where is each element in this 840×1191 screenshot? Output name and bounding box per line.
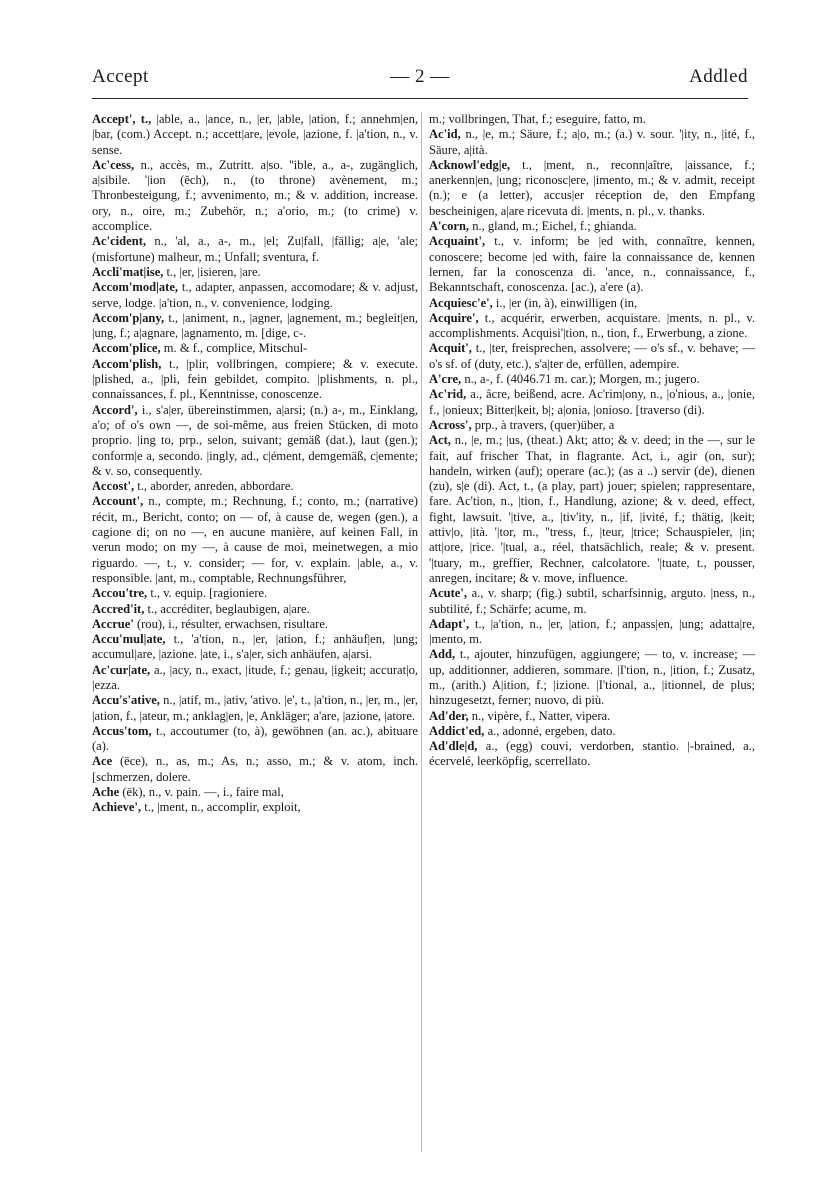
definition-text: n., 'al, a., a-, m., |el; Zu|fall, |fällig; a|e, 'ale; (misfortune) malheur, m.; Unfall; sventura, f. [92,234,418,264]
definition-text: t., |plir, vollbringen, compiere; & v. execute. |plished, a., |pli, fein gebildet, compito. |plishments, n. pl., connaissances, f. pl., Kenntnisse, conoscenze. [92,356,418,402]
dictionary-entry [429,372,755,387]
headword: Accord', [92,402,142,417]
definition-text: t., |ment, n., accomplir, exploit, [144,800,301,815]
definition-text: t., |ment, n., reconn|aître, |aissance, f.; anerkenn|en, |ung; riconosc|ere, |imento, m.; & v. admit, receipt (n.); e (a letter), accus|er réception de, den Empfang bescheinigen, a|are ricevuta di. |ments, n. pl., v. thanks. [429,157,755,218]
headword: Acquit', [429,341,476,356]
definition-text: m.; vollbringen, That, f.; eseguire, fatto, m. [429,112,646,126]
headword: Adapt', [429,616,475,631]
definition-text: a., v. sharp; (fig.) subtil, scharfsinnig, arguto. |ness, n., subtilité, f.; Schärfe; acume, m. [429,586,755,616]
headword: Ac'id, [429,127,466,142]
headword: Ac'cess, [92,157,141,172]
definition-text: (ēk), n., v. pain. —, i., faire mal, [122,785,284,800]
definition-text: t., aborder, anreden, abbordare. [137,479,294,494]
headword: Addict'ed, [429,723,488,738]
dictionary-entry [429,296,755,311]
definition-text: n., |e, m.; Säure, f.; a|o, m.; (a.) v. sour. '|ity, n., |ité, f., Säure, a|ità. [429,127,755,157]
definition-text: t., v. equip. [ragioniere. [150,586,268,601]
definition-text: n., vipère, f., Natter, vipera. [471,708,611,723]
definition-text: n., compte, m.; Rechnung, f.; conto, m.; (narrative) récit, m., Bericht, conto; on — of, à cause de, wegen (gen.), a cagione di; on no —, en aucune manière, auf keinen Fall, in verun modo; on my —, à cause de moi, meinetwegen, a mio riguardo. —, t., v. consider; — for, v. explain. |able, a., v. responsible. |ant, m., comptable, Rechnungsführer, [92,494,418,585]
definition-text: t., ajouter, hinzufügen, aggiungere; — to, v. increase; — up, additionner, addieren, sommare. |I'tion, n., |ition, f.; Zusatz, m., (arith.) A|ition, f.; |izione. |I'tional, a., |itionnel, de plus; hinzugesetzt, ferner; nuovo, di più. [429,647,756,708]
definition-text: a., âcre, beißend, acre. Ac'rim|ony, n., |o'nious, a., |onie, f., |onieux; Bitter|keit, b|; a|onia, |onioso. [traverso (di). [429,387,755,417]
dictionary-entry [92,234,418,265]
headword: Ac'rid, [429,387,471,402]
dictionary-entry [429,586,755,617]
headword: Account', [92,494,149,509]
headword: Accom'plice, [92,341,164,356]
dictionary-entry [92,403,418,479]
definition-text: n., a-, f. (4046.71 m. car.); Morgen, m.; jugero. [464,372,700,387]
definition-text: n., accès, m., Zutritt. a|so. ''ible, a., a-, zugänglich, a|sibile. '|ion (ěch), n., (to throne) avènement, m.; Thronbesteigung, f.; avvenimento, m.; & v. addition, increase. ory, n., oire, m.; Zubehör, n.; a'orio, m.; (to crime) v. accomplice. [92,157,419,234]
headword: Accus'tom, [92,723,157,738]
dictionary-entry [92,617,418,632]
headword: Accept', t., [92,112,157,126]
definition-text: t., |er, |isieren, |are. [166,264,261,279]
headword: A'cre, [429,372,465,387]
headword: Accu's'ative, [92,693,164,708]
header-last-word: Addled [689,66,748,87]
dictionary-entry [92,632,418,663]
headword: Acknowl'edg|e, [429,157,523,172]
headword: Act, [429,433,455,448]
definition-text: (ēce), n., as, m.; As, n.; asso, m.; & v. atom, inch. [schmerzen, dolere. [92,754,418,784]
definition-text: a., adonné, ergeben, dato. [487,723,616,738]
headword: Ace [92,754,120,769]
dictionary-entry [429,234,755,295]
dictionary-entry [429,311,755,342]
definition-text: i., |er (in, à), einwilligen (in, [495,295,638,310]
headword: A'corn, [429,219,473,234]
definition-text: t., |a'tion, n., |er, |ation, f.; anpass|en, |ung; adatta|re, |mento, m. [429,616,756,647]
headword: Acquaint', [429,234,495,249]
definition-text: t., |animent, n., |agner, |agnement, m.; begleit|en, |ung, f.; a|agnare, |agnamento, m. [dige, c-. [92,310,418,341]
headword: Acquire', [429,310,485,325]
dictionary-entry [429,647,755,708]
headword: Acute', [429,586,472,601]
definition-text: m. & f., complice, Mitschul- [163,341,308,356]
dictionary-entry [429,418,755,433]
headword: Achieve', [92,800,145,815]
dictionary-entry [92,357,418,403]
dictionary-entry [429,739,755,770]
dictionary-entry [92,602,418,617]
headword: Accou'tre, [92,586,151,601]
dictionary-entry [92,693,418,724]
dictionary-entry [429,387,755,418]
dictionary-entry [92,265,418,280]
dictionary-entry [429,158,755,219]
headword: Acquiesc'e', [429,295,496,310]
dictionary-entry [92,280,418,311]
headword: Accom'plish, [92,356,169,371]
headword: Accu'mul|ate, [92,632,174,647]
dictionary-entry [92,663,418,694]
dictionary-entry [429,617,755,648]
header-first-word: Accept [92,66,149,87]
dictionary-entry [92,479,418,494]
dictionary-entry [92,494,418,586]
right-column [429,112,755,770]
definition-text: t., accréditer, beglaubigen, a|are. [147,601,310,616]
definition-text: i., s'a|er, übereinstimmen, a|arsi; (n.) a-, m., Einklang, a'o; of o's own —, de soi-même, aus freien Stücken, di moto proprio. |ing to, prp., selon, suivant; gemäß (dat.), laut (gen.); conform|e a, secondo. |ingly, ad., c|ément, demgemäß, c|emente; & v. so, consequently. [92,402,418,478]
dictionary-entry [429,341,755,372]
dictionary-entry [429,709,755,724]
header-rule [92,98,748,99]
dictionary-entry [92,112,418,158]
definition-text: t., acquérir, erwerben, acquistare. |ments, n. pl., v. accomplishments. Acquisi'|tion, n., tion, f., Erwerbung, a zione. [429,310,756,341]
dictionary-entry [92,785,418,800]
dictionary-entry [92,754,418,785]
dictionary-entry [429,724,755,739]
dictionary-entry [429,112,755,127]
definition-text: (rou), i., résulter, erwachsen, risultare. [136,616,329,631]
column-divider [421,112,422,1152]
dictionary-entry [92,311,418,342]
headword: Ad'der, [429,708,472,723]
headword: Accom'mod|ate, [92,280,182,295]
dictionary-entry [429,433,755,586]
dictionary-entry [92,724,418,755]
definition-text: a., (egg) couvi, verdorben, stantio. |-brained, a., écervelé, leerköpfig, scerrellato. [429,739,756,769]
headword: Ac'cur|ate, [92,662,154,677]
definition-text: n., gland, m.; Eichel, f.; ghianda. [472,219,637,234]
definition-text: t., 'a'tion, n., |er, |ation, f.; anhäuf|en, |ung; accumul|are, |azione. |ate, i., s'a|er, sich anhäufen, a|arsi. [92,632,418,662]
running-header [92,66,748,92]
definition-text: t., v. inform; be |ed with, connaître, kennen, conoscere; become |ed with, faire la connaissance de, kennen lernen, far la conoscenza di. 'ance, n., connaissance, f., Bekanntschaft, conoscenza. [ac.), a'ere (a). [429,234,755,295]
headword: Accrue' [92,616,137,631]
headword: Ache [92,785,123,800]
definition-text: n., |e, m.; |us, (theat.) Akt; atto; & v. deed; in the —, sur le fait, auf frischer That, in flagrante. Act, i., agir (on, sur); handeln, wirken (auf); operare (ac.); (as a ..) servir (de), dienen (zu), s|e (di). Act, t., (a play, part) jouer; spielen; rappresentare, fare. Ac'tion, n., |tion, f., Handlung, azione; & v. deed, effect, fight, lawsuit. '|tive, a., |tiv'ity, n., |if, |ivité, f.; thätig, |keit; attiv|o, |ità. '|tor, m., ''tress, f., |teur, |trice; Schauspieler, |in; att|ore, |rice. '|tual, a., réel, thatsächlich, reale; & v. present. '|tuary, m., greffier, Rechner, calcolatore. '|tuate, t., pousser, anregen, incitare; & v. move, influence. [429,433,756,585]
definition-text: t., |ter, freisprechen, assolvere; — o's sf., v. behave; — o's sf. of (duty, etc.), s'a|ter de, erfüllen, adempire. [429,341,755,371]
definition-text: t., accoutumer (to, à), gewöhnen (an. ac.), abituare (a). [92,723,418,754]
headword: Ad'dle|d, [429,739,486,754]
dictionary-entry [429,127,755,158]
dictionary-entry [92,341,418,356]
definition-text: a., |acy, n., exact, |itude, f.; genau, |igkeit; accurat|o, |ezza. [92,662,418,692]
dictionary-entry [92,158,418,234]
dictionary-entry [92,800,418,815]
headword: Ac'cident, [92,234,155,249]
headword: Accli'mat|ise, [92,264,167,279]
headword: Accost', [92,479,138,494]
dictionary-entry [92,586,418,601]
headword: Accom'p|any, [92,310,169,325]
dictionary-entry [429,219,755,234]
definition-text: n., |atif, m., |ativ, 'ativo. |e', t., |a'tion, n., |er, m., |er, |ation, f., |ateur, m.; anklag|en, |e, Ankläger; a'are, |azione, |atore. [92,693,418,723]
page-number: — 2 — [390,66,450,87]
headword: Add, [429,647,460,662]
left-column [92,112,418,816]
definition-text: prp., à travers, (quer)über, a [474,417,615,432]
headword: Across', [429,417,475,432]
headword: Accred'it, [92,601,148,616]
definition-text: |able, a., |ance, n., |er, |able, |ation, f.; annehm|en, |bar, (com.) Accept. n.; accett|are, |evole, |azione, f. |a'tion, n., v. sense. [92,112,418,157]
definition-text: t., adapter, anpassen, accomodare; & v. adjust, serve, lodge. |a'tion, n., v. convenience, lodging. [92,280,418,310]
